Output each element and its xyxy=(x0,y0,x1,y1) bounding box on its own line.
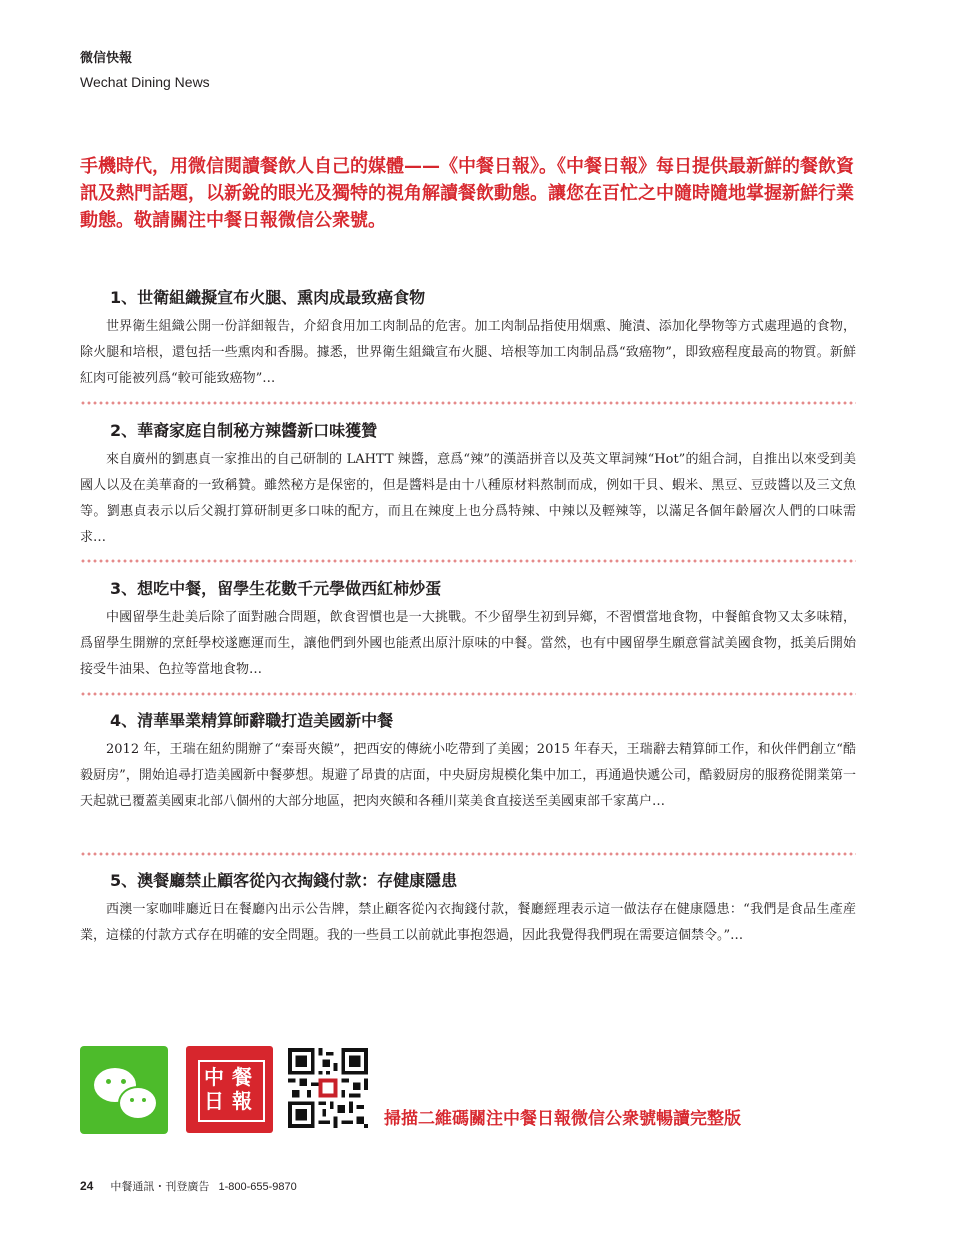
article-title: 3、想吃中餐，留學生花數千元學做西紅柿炒蛋 xyxy=(110,579,442,598)
section-title-zh: 微信快報 xyxy=(80,51,133,66)
publication-name: 中餐通訊・刊登廣告 xyxy=(110,1181,210,1193)
china-restaurant-news-logo: 中 日 餐 報 xyxy=(186,1046,273,1133)
article-body: 2012 年，王瑞在紐約開辦了“秦哥夾饃”，把西安的傳統小吃帶到了美國；2015 年春天，王瑞辭去精算師工作，和伙伴們創立“酷毅厨房”，開始追尋打造美國新中餐夢想。規避了昂貴的店面，中央厨房規模化集中加工，再通過快遞公司，酷毅厨房的服務從開業第一天起就已覆蓋美國東北部八個州的大部分地區，把肉夾饃和各種川菜美食直接送至美國東部千家萬户… xyxy=(80,742,856,809)
article-3 xyxy=(80,577,856,683)
wechat-logo-icon xyxy=(80,1046,168,1134)
dotted-divider xyxy=(80,691,856,697)
phone-number: 1-800-655-9870 xyxy=(218,1181,297,1193)
article-4 xyxy=(80,709,856,815)
article-body: 世界衛生組織公開一份詳細報告，介紹食用加工肉制品的危害。加工肉制品指使用烟熏、腌漬、添加化學物等方式處理過的食物，除火腿和培根，還包括一些熏肉和香腸。據悉，世界衛生組織宣布火腿、培根等加工肉制品爲“致癌物”，即致癌程度最高的物質。新鮮紅肉可能被列爲“較可能致癌物”… xyxy=(80,319,856,386)
article-title: 2、華裔家庭自制秘方辣醬新口味獲贊 xyxy=(110,421,378,440)
article-5 xyxy=(80,869,856,949)
section-title-en: Wechat Dining News xyxy=(80,74,210,90)
page-number: 24 xyxy=(80,1179,94,1193)
scan-instruction: 掃描二維碼關注中餐日報微信公衆號暢讀完整版 xyxy=(384,1109,741,1129)
article-title: 5、澳餐廳禁止顧客從內衣掏錢付款：存健康隱患 xyxy=(110,871,458,890)
article-body: 來自廣州的劉惠貞一家推出的自己研制的 LAHTT 辣醬，意爲“辣”的漢語拼音以及英文單詞辣“Hot”的組合詞，自推出以來受到美國人以及在美華裔的一致稱贊。雖然秘方是保密的，但是醬料是由十八種原材料熬制而成，例如干貝、蝦米、黑豆、豆豉醬以及三文魚等。劉惠貞表示以后父親打算研制更多口味的配方，而且在辣度上也分爲特辣、中辣以及輕辣等，以滿足各個年齡層次人們的口味需求… xyxy=(80,452,856,545)
dotted-divider xyxy=(80,558,856,564)
section-header xyxy=(80,50,210,92)
article-2 xyxy=(80,419,856,551)
article-title: 1、世衛組織擬宣布火腿、熏肉成最致癌食物 xyxy=(110,288,426,307)
dotted-divider xyxy=(80,400,856,406)
qr-code-icon xyxy=(288,1048,368,1128)
article-body: 西澳一家咖啡廳近日在餐廳內出示公告牌，禁止顧客從內衣掏錢付款，餐廳經理表示這一做法存在健康隱患：“我們是食品生產産業，這樣的付款方式存在明確的安全問題。我的一些員工以前就此事抱怨過，因此我覺得我們現在需要這個禁令。”… xyxy=(80,902,856,943)
article-1 xyxy=(80,286,856,392)
article-title: 4、清華畢業精算師辭職打造美國新中餐 xyxy=(110,711,394,730)
page-footer xyxy=(80,1178,297,1194)
dotted-divider xyxy=(80,851,856,857)
intro-paragraph: 手機時代，用微信閱讀餐飲人自己的媒體——《中餐日報》。《中餐日報》每日提供最新鮮的餐飲資訊及熱門話題，以新銳的眼光及獨特的視角解讀餐飲動態。讓您在百忙之中隨時隨地掌握新鮮行業動態。敬請關注中餐日報微信公衆號。 xyxy=(80,156,854,231)
article-body: 中國留學生赴美后除了面對融合問題，飲食習慣也是一大挑戰。不少留學生初到异鄉，不習慣當地食物，中餐館食物又太多味精，爲留學生開辦的烹飪學校遂應運而生，讓他們到外國也能煮出原汁原味的中餐。當然，也有中國留學生願意嘗試美國食物，抵美后開始接受牛油果、色拉等當地食物… xyxy=(80,610,856,677)
